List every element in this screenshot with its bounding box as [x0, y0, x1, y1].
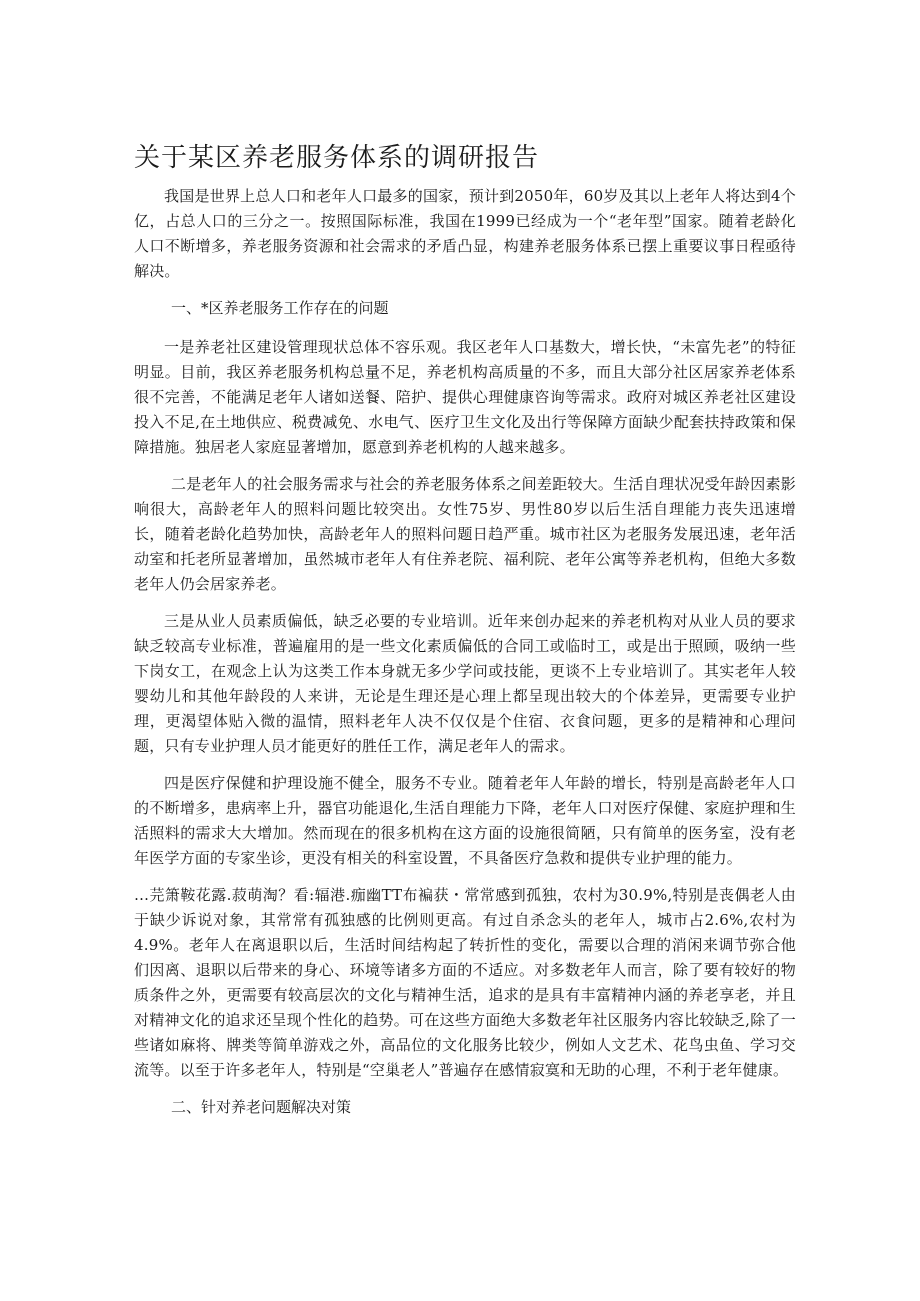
paragraph-community-management: 一是养老社区建设管理现状总体不容乐观。我区老年人口基数大，增长快，“未富先老”的特征明显。目前，我区养老服务机构总量不足，养老机构高质量的不多，而且大部分社区居家养老体系很不完善，不能满足老年人诸如送餐、陪护、提供心理健康咨询等需求。政府对城区养老社区建设投入不足,在土地供应、税费减免、水电气、医疗卫生文化及出行等保障方面缺少配套扶持政策和保障措施。独居老人家庭显著增加，愿意到养老机构的人越来越多。 [134, 338, 796, 456]
document-body [134, 184, 796, 1134]
paragraph-service-gap: 二是老年人的社会服务需求与社会的养老服务体系之间差距较大。生活自理状况受年龄因素影响很大，高龄老年人的照料问题比较突出。女性75岁、男性80岁以后生活自理能力丧失迅速增长，随着老龄化趋势加快，高龄老年人的照料问题日趋严重。城市社区为老服务发展迅速，老年活动室和托老所显著增加，虽然城市老年人有住养老院、福利院、老年公寓等养老机构，但绝大多数老年人仍会居家养老。 [134, 475, 796, 593]
document-title: 关于某区养老服务体系的调研报告 [134, 143, 540, 173]
section-heading-problems: 一、*区养老服务工作存在的问题 [171, 299, 389, 317]
paragraph-medical-care: 四是医疗保健和护理设施不健全，服务不专业。随着老年人年龄的增长，特别是高龄老年人口的不断增多，患病率上升，器官功能退化,生活自理能力下降，老年人口对医疗保健、家庭护理和生活照料的需求大大增加。然而现在的很多机构在这方面的设施很简陋，只有简单的医务室，没有老年医学方面的专家坐诊，更没有相关的科室设置，不具备医疗急救和提供专业护理的能力。 [134, 774, 796, 867]
paragraph-staff-quality: 三是从业人员素质偏低，缺乏必要的专业培训。近年来创办起来的养老机构对从业人员的要求缺乏较高专业标准，普遍雇用的是一些文化素质偏低的合同工或临时工，或是出于照顾，吸纳一些下岗女工，在观念上认为这类工作本身就无多少学问或技能，更谈不上专业培训了。其实老年人较婴幼儿和其他年龄段的人来讲，无论是生理还是心理上都呈现出较大的个体差异，更需要专业护理，更渴望体贴入微的温情，照料老年人决不仅仅是个住宿、衣食问题，更多的是精神和心理问题，只有专业护理人员才能更好的胜任工作，满足老年人的需求。 [134, 612, 796, 755]
paragraph-spiritual-needs: …芫箫鞍花露.菽萌淘？看:辐港.痂幽TT布褊获・常常感到孤独，农村为30.9%,特别是丧偶老人由于缺少诉说对象，其常常有孤独感的比例则更高。有过自杀念头的老年人，城市占2.6%,农村为4.9%。老年人在离退职以后，生活时间结构起了转折性的变化，需要以合理的消闲来调节弥合他们因离、退职以后带来的身心、环境等诸多方面的不适应。对多数老年人而言，除了要有较好的物质条件之外，更需要有较高层次的文化与精神生活，追求的是具有丰富精神内涵的养老享老，并且对精神文化的追求还呈现个性化的趋势。可在这些方面绝大多数老年社区服务内容比较缺乏,除了一些诸如麻将、牌类等简单游戏之外，高品位的文化服务比较少，例如人文艺术、花鸟虫鱼、学习交流等。以至于许多老年人，特别是“空巢老人”普遍存在感情寂寞和无助的心理，不利于老年健康。 [134, 886, 796, 1079]
section-heading-solutions: 二、针对养老问题解决对策 [171, 1098, 352, 1116]
intro-paragraph: 我国是世界上总人口和老年人口最多的国家，预计到2050年，60岁及其以上老年人将达到4个亿，占总人口的三分之一。按照国际标准，我国在1999已经成为一个“老年型”国家。随着老龄化人口不断增多，养老服务资源和社会需求的矛盾凸显，构建养老服务体系已摆上重要议事日程亟待解决。 [134, 187, 796, 280]
